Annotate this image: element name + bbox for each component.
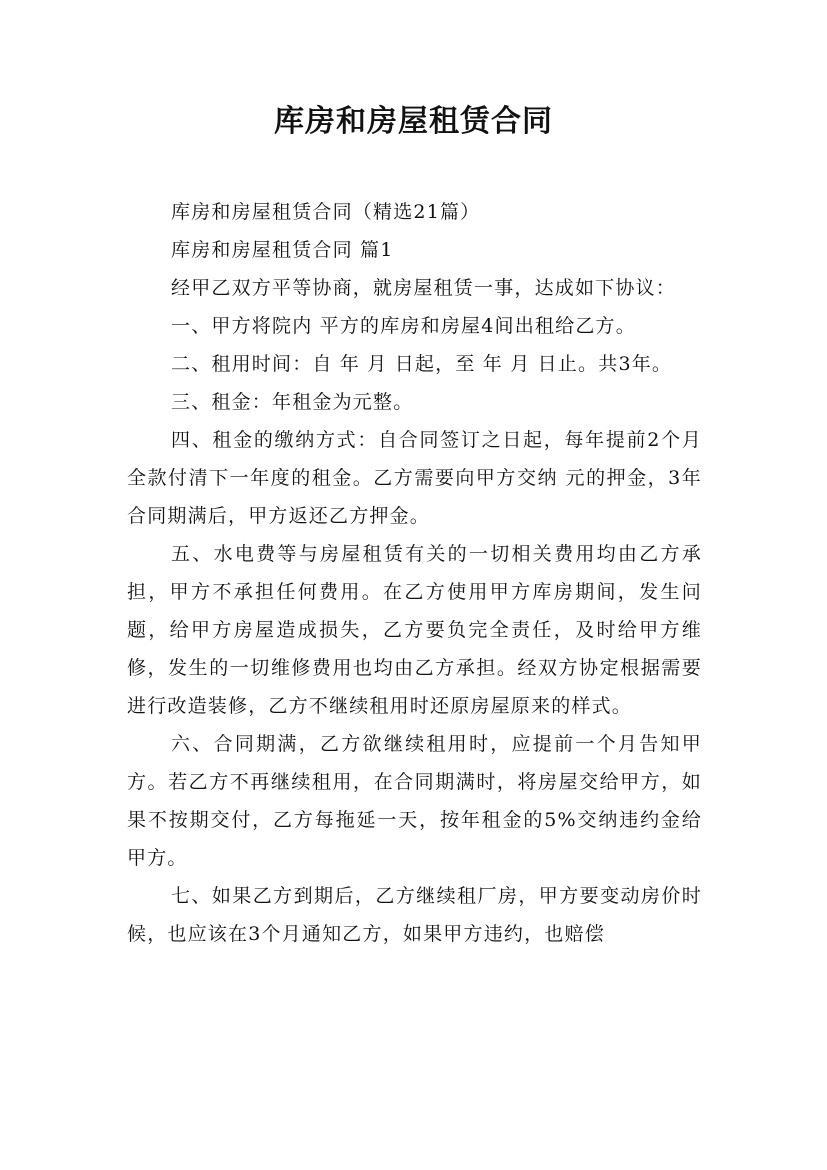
paragraph-clause-4: 四、租金的缴纳方式：自合同签订之日起，每年提前2个月全款付清下一年度的租金。乙方需要向甲方交纳 元的押金，3年合同期满后，甲方返还乙方押金。	[127, 429, 702, 527]
document-body	[127, 193, 702, 953]
paragraph-clause-5: 五、水电费等与房屋租赁有关的一切相关费用均由乙方承担，甲方不承担任何费用。在乙方使用甲方库房期间，发生问题，给甲方房屋造成损失，乙方要负完全责任，及时给甲方维修，发生的一切维修费用也均由乙方承担。经双方协定根据需要进行改造装修，乙方不继续租用时还原房屋原来的样式。	[127, 543, 702, 717]
document-title: 库房和房屋租赁合同	[274, 104, 553, 139]
paragraph-clause-7: 七、如果乙方到期后，乙方继续租厂房，甲方要变动房价时候，也应该在3个月通知乙方，如果甲方违约，也赔偿	[127, 885, 702, 945]
paragraph-intro: 经甲乙双方平等协商，就房屋租赁一事，达成如下协议：	[171, 277, 677, 299]
paragraph-clause-2: 二、租用时间：自 年 月 日起，至 年 月 日止。共3年。	[171, 353, 673, 375]
paragraph-clause-1: 一、甲方将院内 平方的库房和房屋4间出租给乙方。	[171, 315, 636, 337]
paragraph-clause-6: 六、合同期满，乙方欲继续租用时，应提前一个月告知甲方。若乙方不再继续租用，在合同期满时，将房屋交给甲方，如果不按期交付，乙方每拖延一天，按年租金的5%交纳违约金给甲方。	[127, 733, 702, 869]
paragraph-clause-3: 三、租金：年租金为元整。	[171, 391, 414, 413]
paragraph-section-heading: 库房和房屋租赁合同 篇1	[171, 239, 394, 261]
paragraph-subtitle: 库房和房屋租赁合同（精选21篇）	[171, 201, 481, 223]
